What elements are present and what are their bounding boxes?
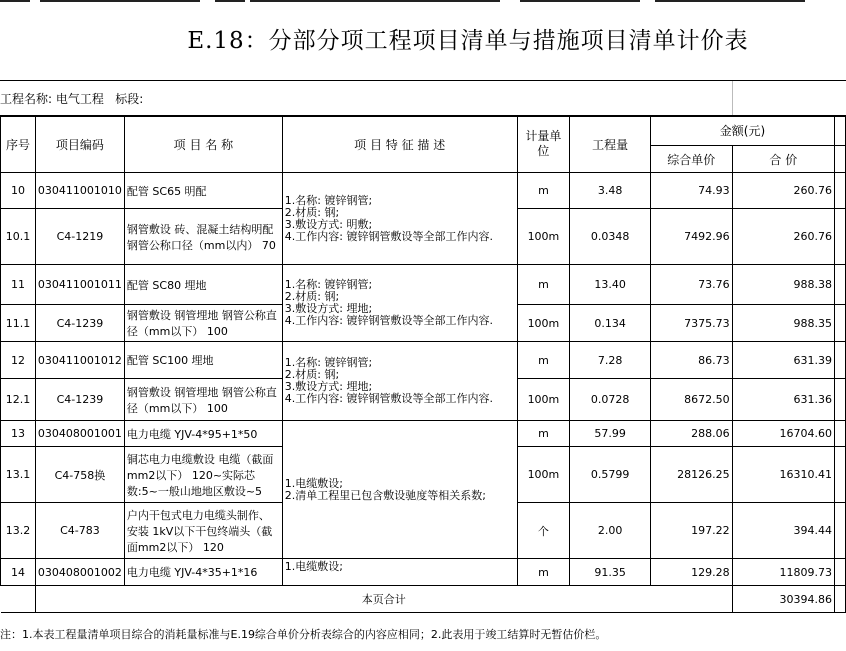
desc-line: 2.清单工程里已包含敷设驰度等相关系数; xyxy=(284,488,486,502)
cell-price: 86.73 xyxy=(650,342,732,379)
desc-line: 2.材质: 钢; xyxy=(284,290,340,303)
cell-name: 钢管敷设 钢管埋地 钢管公称直径（mm以下） 100 xyxy=(124,305,282,342)
cell-edge xyxy=(835,503,846,559)
desc-line: 1.名称: 镀锌钢管; xyxy=(284,278,373,291)
subtotal-label: 本页合计 xyxy=(35,586,732,613)
cell-edge xyxy=(835,559,846,586)
header-code: 项目编码 xyxy=(35,116,124,173)
desc-line: 1.名称: 镀锌钢管; xyxy=(284,193,373,207)
cell-qty: 2.00 xyxy=(570,503,651,559)
desc-line: 4.工作内容: 镀锌钢管敷设等全部工作内容. xyxy=(284,392,493,405)
table-row xyxy=(1,265,846,305)
cell-seq: 13.2 xyxy=(1,503,36,559)
cell-seq: 12 xyxy=(1,342,36,379)
cell-name: 钢管敷设 钢管埋地 钢管公称直径（mm以下） 100 xyxy=(124,379,282,421)
cell-code: 030411001011 xyxy=(35,265,124,305)
table-row xyxy=(1,342,846,379)
subtotal-row xyxy=(1,586,846,613)
cell-unit: 100m xyxy=(517,209,570,265)
desc-line: 1.电缆敷设; xyxy=(284,476,343,490)
header-desc: 项 目 特 征 描 述 xyxy=(282,116,517,173)
table-row xyxy=(1,559,846,586)
cell-seq: 11 xyxy=(1,265,36,305)
cell-total: 16310.41 xyxy=(732,447,834,503)
cell-qty: 0.134 xyxy=(570,305,651,342)
cell-name: 电力电缆 YJV-4*35+1*16 xyxy=(124,559,282,586)
cell-edge xyxy=(835,421,846,447)
cell-blank xyxy=(1,586,36,613)
cell-seq: 11.1 xyxy=(1,305,36,342)
desc-line: 3.敷设方式: 埋地; xyxy=(284,302,373,315)
header-amount: 金额(元) xyxy=(650,116,834,146)
cell-unit: m xyxy=(517,421,570,447)
cell-name: 铜芯电力电缆敷设 电缆（截面mm2以下） 120~实际芯数:5~一般山地地区敷设~5 xyxy=(124,447,282,503)
cell-edge xyxy=(835,146,846,173)
cell-code: C4-1239 xyxy=(35,379,124,421)
cell-price: 197.22 xyxy=(650,503,732,559)
cell-name: 电力电缆 YJV-4*95+1*50 xyxy=(124,421,282,447)
pricing-table xyxy=(0,115,846,613)
desc-line: 4.工作内容: 镀锌钢管敷设等全部工作内容. xyxy=(284,229,493,243)
cell-seq: 10 xyxy=(1,173,36,209)
table-row xyxy=(1,421,846,447)
cell-code: C4-758换 xyxy=(35,447,124,503)
desc-line: 2.材质: 钢; xyxy=(284,368,340,381)
cell-seq: 12.1 xyxy=(1,379,36,421)
desc-line: 1.电缆敷设; xyxy=(284,560,343,573)
cell-unit: m xyxy=(517,342,570,379)
cell-unit: 个 xyxy=(517,503,570,559)
cell-edge xyxy=(835,209,846,265)
header-total: 合 价 xyxy=(732,146,834,173)
cell-desc xyxy=(282,559,517,586)
subtotal-value: 30394.86 xyxy=(732,586,834,613)
cell-qty: 0.5799 xyxy=(570,447,651,503)
cell-total: 260.76 xyxy=(732,209,834,265)
cell-price: 74.93 xyxy=(650,173,732,209)
cell-edge xyxy=(835,447,846,503)
cell-code: 030408001002 xyxy=(35,559,124,586)
desc-line: 2.材质: 钢; xyxy=(284,205,340,219)
cell-name: 钢管敷设 砖、混凝土结构明配 钢管公称口径（mm以内） 70 xyxy=(124,209,282,265)
cell-desc xyxy=(282,342,517,421)
header-qty: 工程量 xyxy=(570,116,651,173)
cell-desc xyxy=(282,421,517,559)
cell-qty: 57.99 xyxy=(570,421,651,447)
cell-edge xyxy=(835,173,846,209)
cell-total: 631.39 xyxy=(732,342,834,379)
cell-total: 16704.60 xyxy=(732,421,834,447)
cell-unit: 100m xyxy=(517,379,570,421)
cell-price: 129.28 xyxy=(650,559,732,586)
cell-code: C4-1219 xyxy=(35,209,124,265)
cell-name: 户内干包式电力电缆头制作、安装 1kV以下干包终端头（截面mm2以下） 120 xyxy=(124,503,282,559)
cell-edge xyxy=(835,305,846,342)
cell-unit: 100m xyxy=(517,447,570,503)
cell-seq: 13.1 xyxy=(1,447,36,503)
cell-total: 988.38 xyxy=(732,265,834,305)
top-border xyxy=(0,0,846,8)
cell-code: C4-783 xyxy=(35,503,124,559)
table-row xyxy=(1,173,846,209)
cell-desc xyxy=(282,173,517,265)
header-unit-price: 综合单价 xyxy=(650,146,732,173)
cell-price: 7375.73 xyxy=(650,305,732,342)
cell-desc xyxy=(282,265,517,342)
footnote: 注：1.本表工程量清单项目综合的消耗量标准与E.19综合单价分析表综合的内容应相同；2.此表用于竣工结算时无暂估价栏。 xyxy=(0,628,607,641)
cell-total: 11809.73 xyxy=(732,559,834,586)
cell-total: 394.44 xyxy=(732,503,834,559)
cell-price: 288.06 xyxy=(650,421,732,447)
cell-edge xyxy=(835,342,846,379)
cell-edge xyxy=(835,116,846,146)
header-seq: 序号 xyxy=(1,116,36,173)
cell-qty: 3.48 xyxy=(570,173,651,209)
cell-price: 8672.50 xyxy=(650,379,732,421)
cell-qty: 13.40 xyxy=(570,265,651,305)
cell-name: 配管 SC65 明配 xyxy=(124,173,282,209)
cell-edge xyxy=(835,265,846,305)
project-name: 工程名称: 电气工程 标段: xyxy=(0,92,144,106)
cell-code: 030411001012 xyxy=(35,342,124,379)
cell-price: 7492.96 xyxy=(650,209,732,265)
header-name: 项 目 名 称 xyxy=(124,116,282,173)
cell-code: C4-1239 xyxy=(35,305,124,342)
cell-unit: m xyxy=(517,559,570,586)
cell-qty: 91.35 xyxy=(570,559,651,586)
desc-line: 1.名称: 镀锌钢管; xyxy=(284,356,373,369)
cell-seq: 10.1 xyxy=(1,209,36,265)
header-separator xyxy=(732,81,733,116)
cell-seq: 14 xyxy=(1,559,36,586)
desc-line: 3.敷设方式: 明敷; xyxy=(284,217,373,231)
cell-code: 030408001001 xyxy=(35,421,124,447)
cell-total: 260.76 xyxy=(732,173,834,209)
cell-unit: 100m xyxy=(517,305,570,342)
cell-qty: 7.28 xyxy=(570,342,651,379)
cell-edge xyxy=(835,586,846,613)
cell-name: 配管 SC80 埋地 xyxy=(124,265,282,305)
cell-price: 73.76 xyxy=(650,265,732,305)
desc-line: 4.工作内容: 镀锌钢管敷设等全部工作内容. xyxy=(284,314,493,327)
header-unit: 计量单位 xyxy=(517,116,570,173)
desc-line: 3.敷设方式: 埋地; xyxy=(284,380,373,393)
cell-unit: m xyxy=(517,173,570,209)
cell-unit: m xyxy=(517,265,570,305)
cell-total: 988.35 xyxy=(732,305,834,342)
cell-qty: 0.0728 xyxy=(570,379,651,421)
cell-edge xyxy=(835,379,846,421)
cell-price: 28126.25 xyxy=(650,447,732,503)
cell-total: 631.36 xyxy=(732,379,834,421)
page-title: E.18：分部分项工程项目清单与措施项目清单计价表 xyxy=(187,28,749,54)
cell-code: 030411001010 xyxy=(35,173,124,209)
cell-qty: 0.0348 xyxy=(570,209,651,265)
cell-seq: 13 xyxy=(1,421,36,447)
cell-name: 配管 SC100 埋地 xyxy=(124,342,282,379)
project-info-row xyxy=(0,80,846,117)
